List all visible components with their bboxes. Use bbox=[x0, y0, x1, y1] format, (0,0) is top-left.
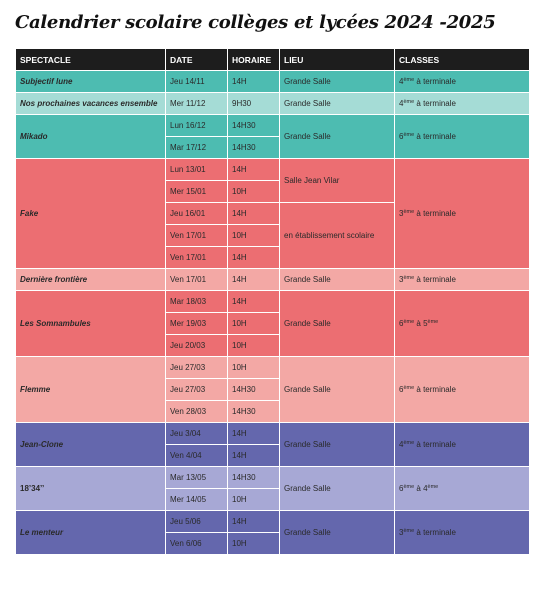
session-date: Jeu 20/03 bbox=[166, 335, 228, 357]
header-time: HORAIRE bbox=[228, 49, 280, 71]
class-range bbox=[395, 467, 530, 511]
class-joiner: à bbox=[414, 484, 424, 493]
session-time: 14H30 bbox=[228, 467, 280, 489]
show-name: Jean-Clone bbox=[16, 423, 166, 467]
session-date: Mer 15/01 bbox=[166, 181, 228, 203]
schedule-body bbox=[16, 71, 530, 555]
session-time: 10H bbox=[228, 335, 280, 357]
class-joiner: à bbox=[414, 275, 424, 284]
class-to: 4 bbox=[423, 484, 428, 493]
class-range bbox=[395, 71, 530, 93]
class-from-suffix: ème bbox=[403, 528, 415, 534]
class-from: 6 bbox=[399, 319, 404, 328]
session-date: Ven 17/01 bbox=[166, 269, 228, 291]
session-date: Mar 13/05 bbox=[166, 467, 228, 489]
venue: Grande Salle bbox=[280, 467, 395, 511]
session-date: Lun 13/01 bbox=[166, 159, 228, 181]
show-name: Mikado bbox=[16, 115, 166, 159]
class-from: 3 bbox=[399, 528, 404, 537]
class-joiner: à bbox=[414, 209, 424, 218]
venue: Grande Salle bbox=[280, 71, 395, 93]
session-date: Mar 17/12 bbox=[166, 137, 228, 159]
class-range bbox=[395, 159, 530, 269]
class-to-suffix: ème bbox=[427, 484, 439, 490]
session-date: Mar 18/03 bbox=[166, 291, 228, 313]
session-date: Ven 17/01 bbox=[166, 225, 228, 247]
schedule-row bbox=[16, 159, 530, 181]
session-date: Jeu 14/11 bbox=[166, 71, 228, 93]
class-to: terminale bbox=[423, 440, 456, 449]
header-show: SPECTACLE bbox=[16, 49, 166, 71]
header-date: DATE bbox=[166, 49, 228, 71]
header-row bbox=[16, 49, 530, 71]
class-to: terminale bbox=[423, 132, 456, 141]
class-from: 3 bbox=[399, 275, 404, 284]
class-from-suffix: ème bbox=[403, 440, 415, 446]
show-name: Dernière frontière bbox=[16, 269, 166, 291]
schedule-row bbox=[16, 423, 530, 445]
session-time: 14H30 bbox=[228, 401, 280, 423]
venue: Grande Salle bbox=[280, 93, 395, 115]
show-name: 18’34’’ bbox=[16, 467, 166, 511]
schedule-row bbox=[16, 467, 530, 489]
session-time: 14H bbox=[228, 269, 280, 291]
show-name: Subjectif lune bbox=[16, 71, 166, 93]
session-time: 14H bbox=[228, 159, 280, 181]
class-from: 3 bbox=[399, 209, 404, 218]
session-time: 10H bbox=[228, 313, 280, 335]
class-range bbox=[395, 357, 530, 423]
session-date: Mer 19/03 bbox=[166, 313, 228, 335]
venue: Grande Salle bbox=[280, 423, 395, 467]
venue: Grande Salle bbox=[280, 357, 395, 423]
class-from-suffix: ème bbox=[403, 385, 415, 391]
class-from-suffix: ème bbox=[403, 319, 415, 325]
schedule-row bbox=[16, 115, 530, 137]
class-range bbox=[395, 511, 530, 555]
venue: Grande Salle bbox=[280, 291, 395, 357]
show-name: Le menteur bbox=[16, 511, 166, 555]
session-time: 14H bbox=[228, 423, 280, 445]
class-from: 4 bbox=[399, 440, 404, 449]
session-date: Jeu 16/01 bbox=[166, 203, 228, 225]
class-joiner: à bbox=[414, 132, 424, 141]
session-time: 10H bbox=[228, 533, 280, 555]
venue: Grande Salle bbox=[280, 269, 395, 291]
class-from: 6 bbox=[399, 484, 404, 493]
session-time: 14H30 bbox=[228, 379, 280, 401]
venue: en établissement scolaire bbox=[280, 203, 395, 269]
session-date: Ven 28/03 bbox=[166, 401, 228, 423]
class-range bbox=[395, 115, 530, 159]
class-joiner: à bbox=[414, 319, 424, 328]
session-time: 14H bbox=[228, 511, 280, 533]
session-date: Jeu 5/06 bbox=[166, 511, 228, 533]
session-time: 14H30 bbox=[228, 137, 280, 159]
schedule-row bbox=[16, 357, 530, 379]
class-from: 4 bbox=[399, 77, 404, 86]
session-time: 14H bbox=[228, 71, 280, 93]
class-to-suffix: ème bbox=[427, 319, 439, 325]
session-date: Jeu 27/03 bbox=[166, 379, 228, 401]
session-date: Mer 14/05 bbox=[166, 489, 228, 511]
schedule-row bbox=[16, 93, 530, 115]
session-date: Mer 11/12 bbox=[166, 93, 228, 115]
class-joiner: à bbox=[414, 440, 424, 449]
session-time: 9H30 bbox=[228, 93, 280, 115]
class-from: 4 bbox=[399, 99, 404, 108]
class-from-suffix: ème bbox=[403, 77, 415, 83]
class-from-suffix: ème bbox=[403, 99, 415, 105]
session-time: 10H bbox=[228, 489, 280, 511]
class-range bbox=[395, 423, 530, 467]
session-time: 10H bbox=[228, 225, 280, 247]
session-date: Ven 4/04 bbox=[166, 445, 228, 467]
class-joiner: à bbox=[414, 99, 424, 108]
class-to: terminale bbox=[423, 209, 456, 218]
venue: Salle Jean Vilar bbox=[280, 159, 395, 203]
show-name: Nos prochaines vacances ensemble bbox=[16, 93, 166, 115]
class-range bbox=[395, 269, 530, 291]
schedule-row bbox=[16, 511, 530, 533]
class-to: terminale bbox=[423, 528, 456, 537]
schedule-row bbox=[16, 71, 530, 93]
schedule-row bbox=[16, 291, 530, 313]
class-joiner: à bbox=[414, 528, 424, 537]
show-name: Fake bbox=[16, 159, 166, 269]
class-from-suffix: ème bbox=[403, 209, 415, 215]
class-to: 5 bbox=[423, 319, 428, 328]
header-venue: LIEU bbox=[280, 49, 395, 71]
class-joiner: à bbox=[414, 385, 424, 394]
show-name: Les Somnambules bbox=[16, 291, 166, 357]
session-date: Ven 6/06 bbox=[166, 533, 228, 555]
session-date: Jeu 27/03 bbox=[166, 357, 228, 379]
page-title: Calendrier scolaire collèges et lycées 2024 -2025 bbox=[15, 12, 496, 33]
header-classes: CLASSES bbox=[395, 49, 530, 71]
class-range bbox=[395, 93, 530, 115]
class-to: terminale bbox=[423, 385, 456, 394]
class-from-suffix: ème bbox=[403, 132, 415, 138]
schedule-row bbox=[16, 269, 530, 291]
class-joiner: à bbox=[414, 77, 424, 86]
venue: Grande Salle bbox=[280, 511, 395, 555]
class-to: terminale bbox=[423, 99, 456, 108]
session-time: 14H bbox=[228, 291, 280, 313]
schedule-table bbox=[15, 48, 530, 555]
session-time: 14H bbox=[228, 445, 280, 467]
session-date: Jeu 3/04 bbox=[166, 423, 228, 445]
session-time: 10H bbox=[228, 357, 280, 379]
session-date: Lun 16/12 bbox=[166, 115, 228, 137]
session-time: 14H bbox=[228, 247, 280, 269]
session-time: 10H bbox=[228, 181, 280, 203]
class-from-suffix: ème bbox=[403, 484, 415, 490]
venue: Grande Salle bbox=[280, 115, 395, 159]
class-from: 6 bbox=[399, 132, 404, 141]
class-range bbox=[395, 291, 530, 357]
session-time: 14H bbox=[228, 203, 280, 225]
class-to: terminale bbox=[423, 275, 456, 284]
class-from-suffix: ème bbox=[403, 275, 415, 281]
class-to: terminale bbox=[423, 77, 456, 86]
class-from: 6 bbox=[399, 385, 404, 394]
session-date: Ven 17/01 bbox=[166, 247, 228, 269]
show-name: Flemme bbox=[16, 357, 166, 423]
session-time: 14H30 bbox=[228, 115, 280, 137]
